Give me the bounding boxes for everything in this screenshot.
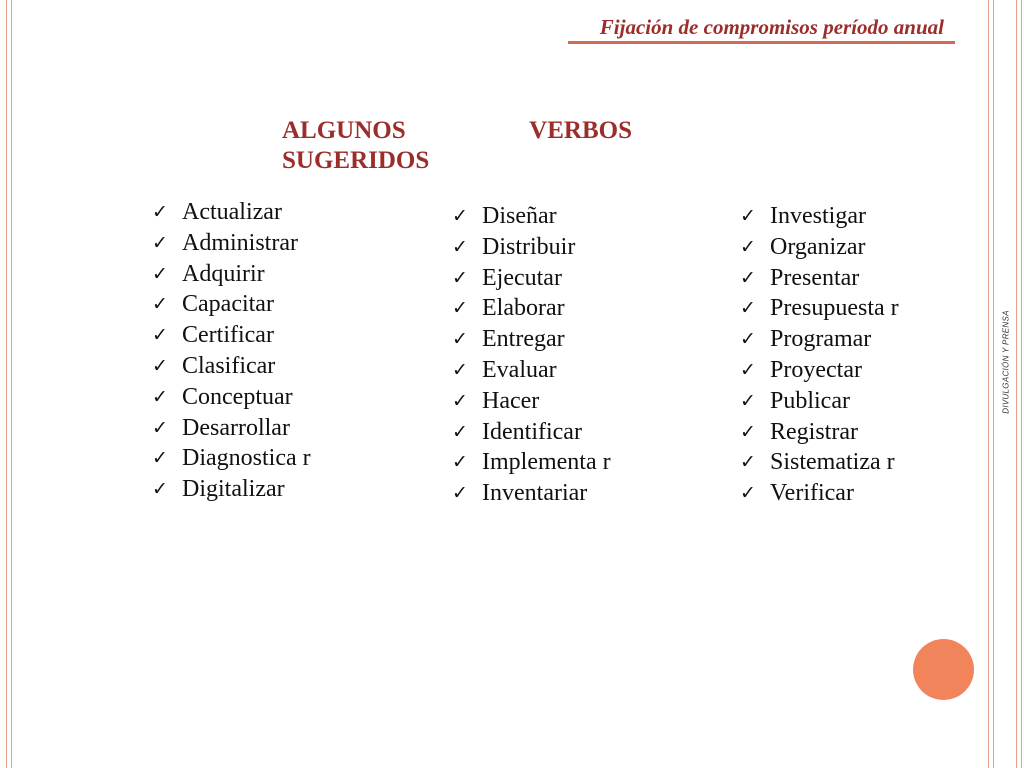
verb-label: Capacitar <box>182 291 274 318</box>
check-icon: ✓ <box>152 478 168 501</box>
list-item <box>452 478 632 509</box>
verb-label: Desarrollar <box>182 414 290 441</box>
list-item <box>740 478 930 509</box>
verb-list-column-2 <box>452 201 632 509</box>
check-icon: ✓ <box>452 328 468 351</box>
verb-label: Distribuir <box>482 233 576 260</box>
list-item <box>452 386 632 417</box>
verb-label: Proyectar <box>770 356 862 383</box>
check-icon: ✓ <box>740 235 756 258</box>
list-item <box>152 197 342 228</box>
verb-label: Diseñar <box>482 203 557 229</box>
verb-list-column-3 <box>740 201 930 509</box>
list-item <box>740 232 930 263</box>
list-item <box>152 382 342 413</box>
check-icon: ✓ <box>740 451 756 474</box>
list-item <box>152 289 342 320</box>
list-item <box>152 259 342 290</box>
side-label: DIVULGACIÓN Y PRENSA <box>1001 310 1011 414</box>
check-icon: ✓ <box>152 293 168 316</box>
verb-label: Diagnostica r <box>182 445 311 472</box>
check-icon: ✓ <box>452 482 468 505</box>
verb-label: Investigar <box>770 203 866 229</box>
list-item <box>152 443 342 474</box>
check-icon: ✓ <box>452 389 468 412</box>
check-icon: ✓ <box>152 201 168 223</box>
list-item <box>740 386 930 417</box>
check-icon: ✓ <box>740 266 756 289</box>
verb-label: Elaborar <box>482 295 565 322</box>
right-frame-line <box>1021 0 1022 768</box>
list-item <box>452 417 632 448</box>
list-item <box>152 351 342 382</box>
check-icon: ✓ <box>152 385 168 408</box>
right-frame-line <box>1016 0 1017 768</box>
list-item <box>740 263 930 294</box>
verb-label: Registrar <box>770 418 858 445</box>
slide-title: Fijación de compromisos período anual <box>599 15 944 39</box>
list-item <box>740 324 930 355</box>
check-icon: ✓ <box>452 235 468 258</box>
check-icon: ✓ <box>152 324 168 347</box>
check-icon: ✓ <box>740 205 756 227</box>
right-frame-line <box>988 0 989 768</box>
section-heading: ALGUNOS VERBOS SUGERIDOS <box>282 117 632 174</box>
list-item <box>452 293 632 324</box>
check-icon: ✓ <box>740 297 756 320</box>
verb-label: Hacer <box>482 387 540 414</box>
verb-label: Presupuesta r <box>770 295 899 322</box>
verb-label: Adquirir <box>182 260 265 287</box>
verb-label: Evaluar <box>482 356 557 383</box>
list-item <box>452 447 632 478</box>
check-icon: ✓ <box>452 358 468 381</box>
list-item <box>152 413 342 444</box>
verb-label: Organizar <box>770 233 866 260</box>
verb-label: Digitalizar <box>182 476 285 503</box>
check-icon: ✓ <box>452 266 468 289</box>
verb-label: Implementa r <box>482 449 611 476</box>
verb-label: Publicar <box>770 387 850 414</box>
check-icon: ✓ <box>740 389 756 412</box>
check-icon: ✓ <box>740 358 756 381</box>
list-item <box>740 417 930 448</box>
left-frame-border <box>6 0 12 768</box>
right-frame-line <box>993 0 994 768</box>
verb-label: Clasificar <box>182 352 276 379</box>
check-icon: ✓ <box>152 416 168 439</box>
list-item <box>452 201 632 232</box>
verb-label: Inventariar <box>482 480 588 507</box>
verb-list-column-1 <box>152 197 342 505</box>
list-item <box>452 232 632 263</box>
list-item <box>452 263 632 294</box>
verb-label: Identificar <box>482 418 582 445</box>
list-item <box>740 355 930 386</box>
list-item <box>740 447 930 478</box>
verb-label: Certificar <box>182 322 274 349</box>
check-icon: ✓ <box>740 328 756 351</box>
verb-label: Programar <box>770 326 872 353</box>
check-icon: ✓ <box>152 231 168 254</box>
check-icon: ✓ <box>452 451 468 474</box>
list-item <box>152 320 342 351</box>
check-icon: ✓ <box>452 420 468 443</box>
check-icon: ✓ <box>452 205 468 227</box>
list-item <box>152 228 342 259</box>
title-underline <box>568 41 955 44</box>
check-icon: ✓ <box>152 262 168 285</box>
verb-label: Conceptuar <box>182 383 293 410</box>
decorative-dot <box>913 639 974 700</box>
verb-label: Administrar <box>182 229 298 256</box>
list-item <box>740 293 930 324</box>
verb-label: Sistematiza r <box>770 449 895 476</box>
verb-label: Ejecutar <box>482 264 562 291</box>
verb-label: Presentar <box>770 264 860 291</box>
check-icon: ✓ <box>740 420 756 443</box>
check-icon: ✓ <box>152 354 168 377</box>
list-item <box>740 201 930 232</box>
check-icon: ✓ <box>740 482 756 505</box>
list-item <box>452 355 632 386</box>
check-icon: ✓ <box>452 297 468 320</box>
verb-label: Verificar <box>770 480 854 507</box>
check-icon: ✓ <box>152 447 168 470</box>
verb-label: Entregar <box>482 326 565 353</box>
list-item <box>152 474 342 505</box>
verb-label: Actualizar <box>182 199 282 225</box>
list-item <box>452 324 632 355</box>
